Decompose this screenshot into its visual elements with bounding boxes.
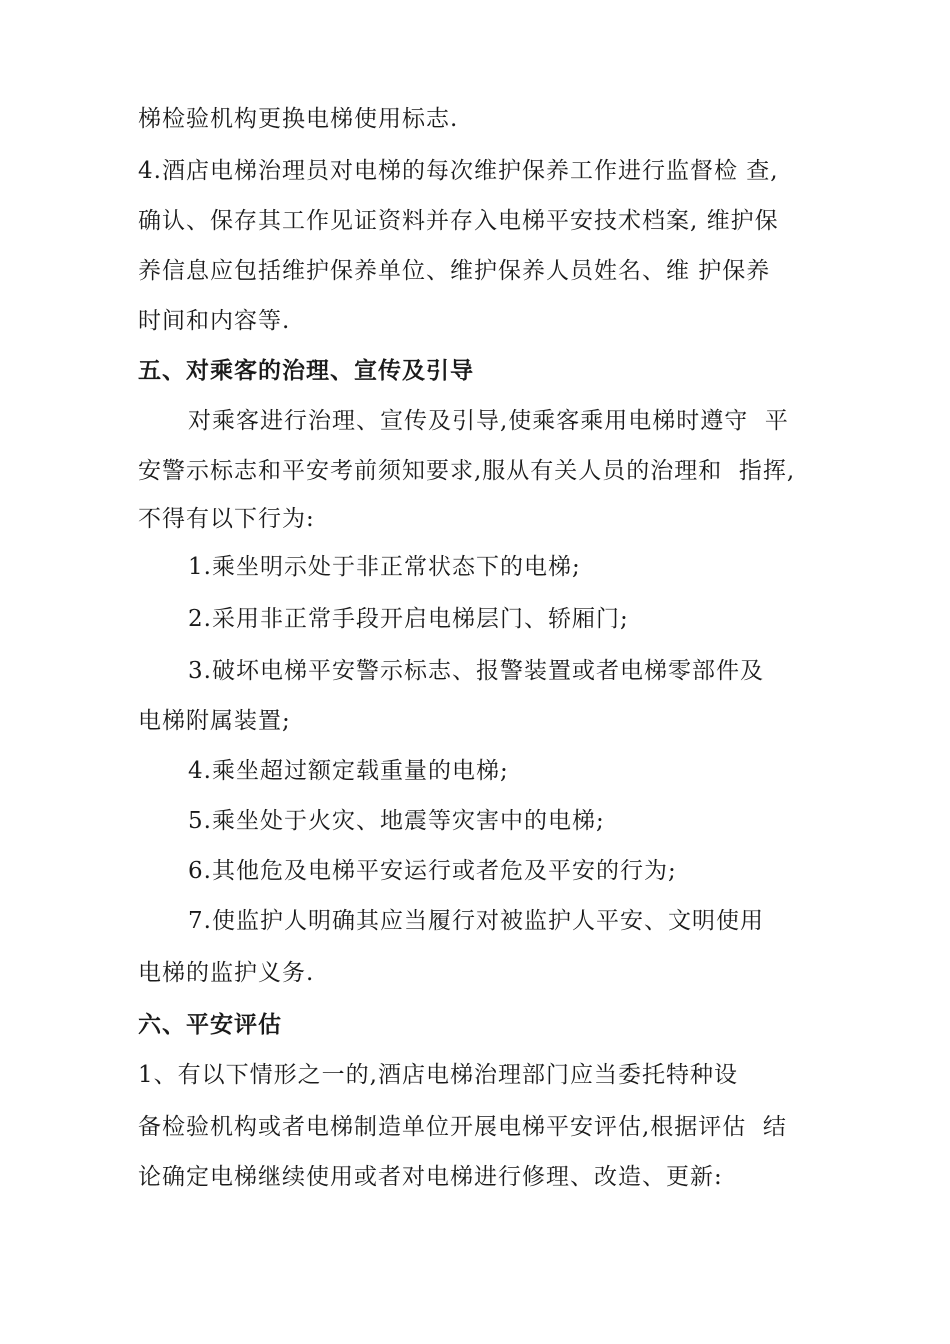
paragraph-line: 论确定电梯继续使用或者对电梯进行修理、改造、更新: [138,1164,723,1190]
list-item: 2.采用非正常手段开启电梯层门、轿厢门; [188,606,629,632]
paragraph-line: 梯检验机构更换电梯使用标志. [138,106,459,132]
list-item: 4.乘坐超过额定载重量的电梯; [188,758,509,784]
paragraph-line: 1、有以下情形之一的,酒店电梯治理部门应当委托特种设 [138,1062,738,1088]
paragraph-line: 电梯附属装置; [138,708,291,734]
paragraph-line: 对乘客进行治理、宣传及引导,使乘客乘用电梯时遵守 平 [188,408,789,434]
paragraph-line: 时间和内容等. [138,308,291,334]
paragraph-line: 确认、保存其工作见证资料并存入电梯平安技术档案, 维护保 [138,208,779,234]
list-item: 1.乘坐明示处于非正常状态下的电梯; [188,554,581,580]
paragraph-line: 安警示标志和平安考前须知要求,服从有关人员的治理和 指挥, [138,458,796,484]
paragraph-line: 不得有以下行为: [138,506,315,532]
list-item: 3.破坏电梯平安警示标志、报警装置或者电梯零部件及 [188,658,764,684]
section-heading: 五、对乘客的治理、宣传及引导 [138,358,474,384]
section-heading: 六、平安评估 [138,1012,282,1038]
list-item: 5.乘坐处于火灾、地震等灾害中的电梯; [188,808,605,834]
paragraph-line: 备检验机构或者电梯制造单位开展电梯平安评估,根据评估 结 [138,1114,787,1140]
paragraph-line: 4.酒店电梯治理员对电梯的每次维护保养工作进行监督检 查, [138,158,779,184]
list-item: 6.其他危及电梯平安运行或者危及平安的行为; [188,858,677,884]
paragraph-line: 电梯的监护义务. [138,960,315,986]
paragraph-line: 养信息应包括维护保养单位、维护保养人员姓名、维 护保养 [138,258,771,284]
list-item: 7.使监护人明确其应当履行对被监护人平安、文明使用 [188,908,764,934]
